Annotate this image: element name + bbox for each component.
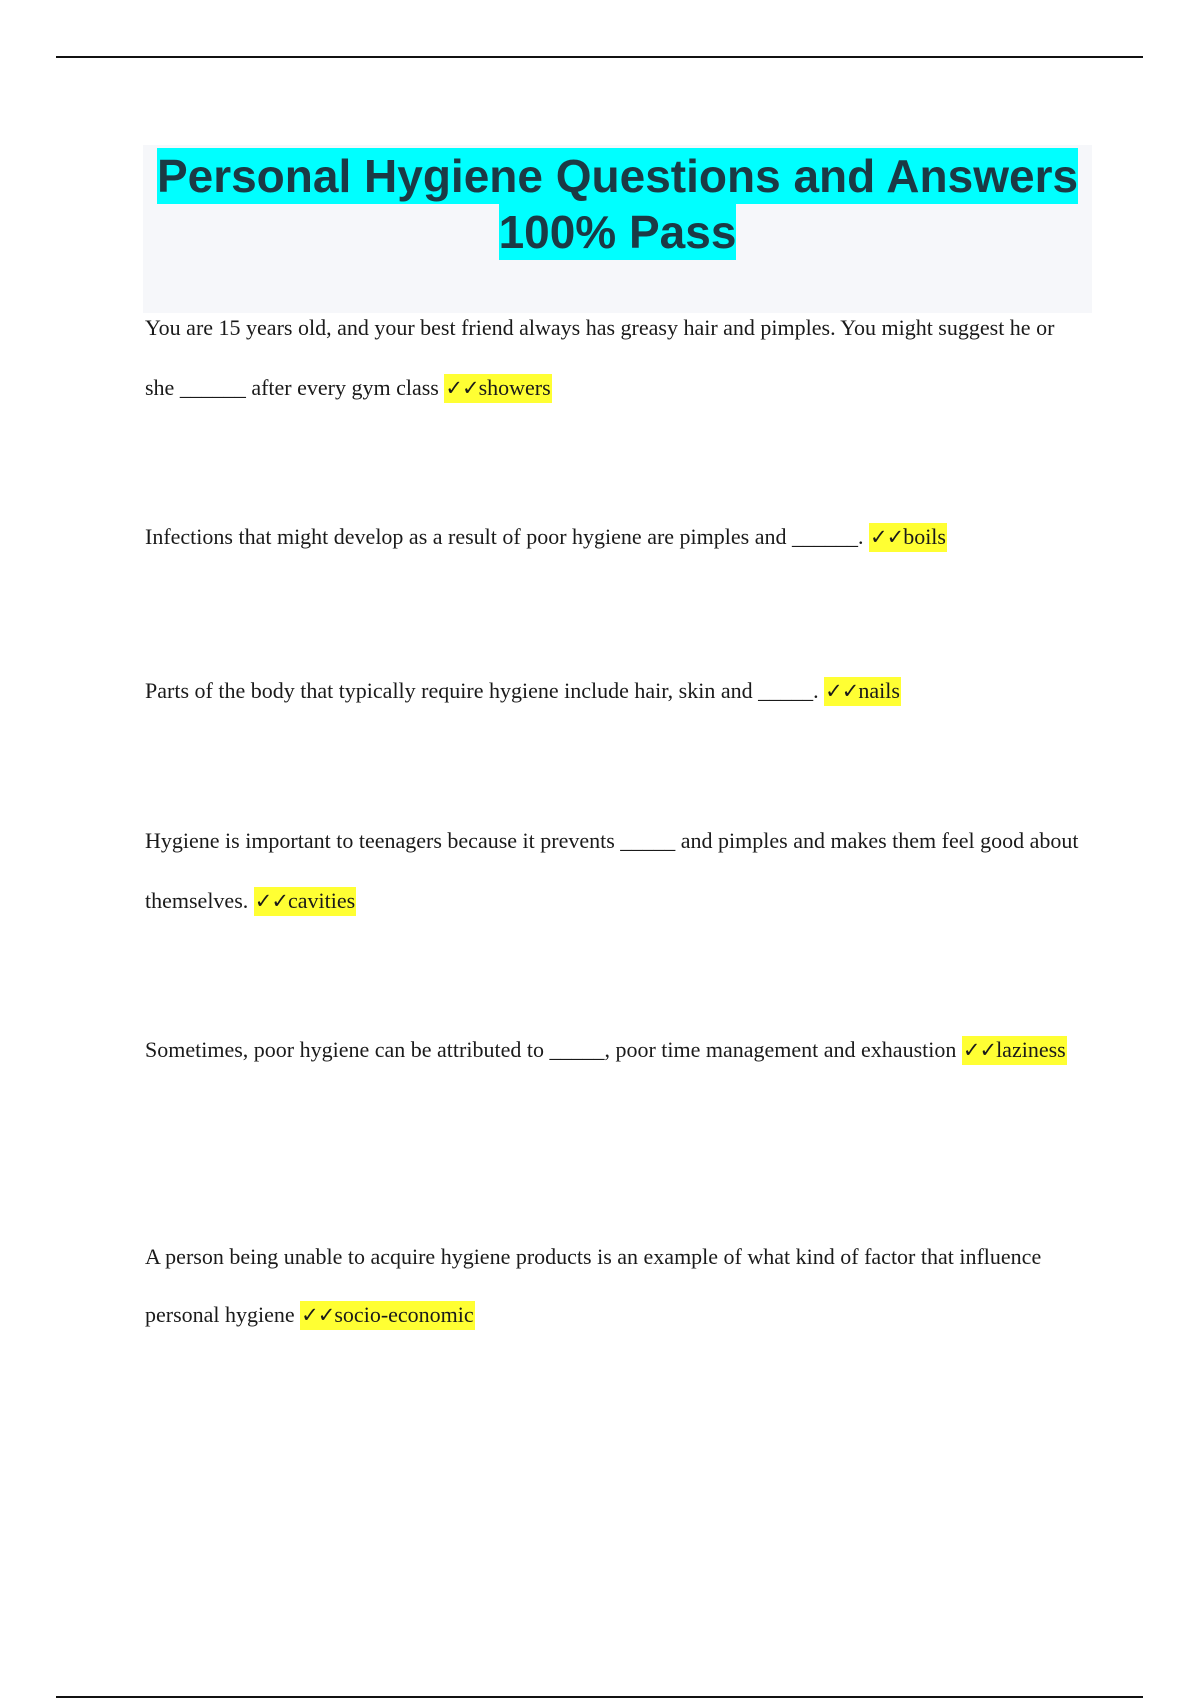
- answer-text: showers: [478, 375, 551, 400]
- double-check-icon: ✓✓: [445, 376, 479, 400]
- question-text: You are 15 years old, and your best friend always has greasy hair and pimples. You might suggest he or she ______ after every gym class: [145, 315, 1055, 400]
- qa-item-5: [145, 1020, 1085, 1080]
- document-title: [143, 145, 1092, 260]
- answer-highlight: [869, 523, 947, 552]
- answer-text: cavities: [287, 888, 356, 913]
- answer-highlight: [824, 677, 901, 706]
- answer-text: laziness: [996, 1037, 1066, 1062]
- double-check-icon: ✓✓: [962, 1038, 997, 1062]
- top-divider: [56, 56, 1143, 58]
- qa-item-1: [145, 298, 1085, 418]
- bottom-divider: [56, 1696, 1143, 1698]
- question-text: Parts of the body that typically require hygiene include hair, skin and _____.: [145, 678, 819, 703]
- double-check-icon: ✓✓: [869, 525, 904, 549]
- answer-text: boils: [903, 524, 946, 549]
- title-banner: [143, 145, 1092, 313]
- answer-highlight: [962, 1036, 1067, 1065]
- question-text: Infections that might develop as a result of poor hygiene are pimples and ______.: [145, 524, 864, 549]
- question-text: A person being unable to acquire hygiene products is an example of what kind of factor that influence personal hygiene: [145, 1244, 1042, 1327]
- double-check-icon: ✓✓: [254, 889, 288, 913]
- title-highlight: Personal Hygiene Questions and Answers 100% Pass: [156, 150, 1079, 258]
- question-text: Hygiene is important to teenagers because it prevents _____ and pimples and makes them feel good about themselves.: [145, 828, 1079, 913]
- answer-text: nails: [858, 678, 900, 703]
- double-check-icon: ✓✓: [301, 1303, 335, 1327]
- qa-item-4: [145, 811, 1085, 931]
- double-check-icon: ✓✓: [825, 679, 859, 703]
- answer-highlight: [254, 887, 356, 916]
- answer-highlight: [444, 374, 551, 403]
- qa-item-6: [145, 1228, 1085, 1344]
- question-text: Sometimes, poor hygiene can be attributed to _____, poor time management and exhaustion: [145, 1037, 957, 1062]
- answer-text: socio-economic: [334, 1302, 474, 1327]
- qa-item-2: [145, 507, 1085, 567]
- answer-highlight: [300, 1301, 475, 1330]
- qa-item-3: [145, 661, 1085, 721]
